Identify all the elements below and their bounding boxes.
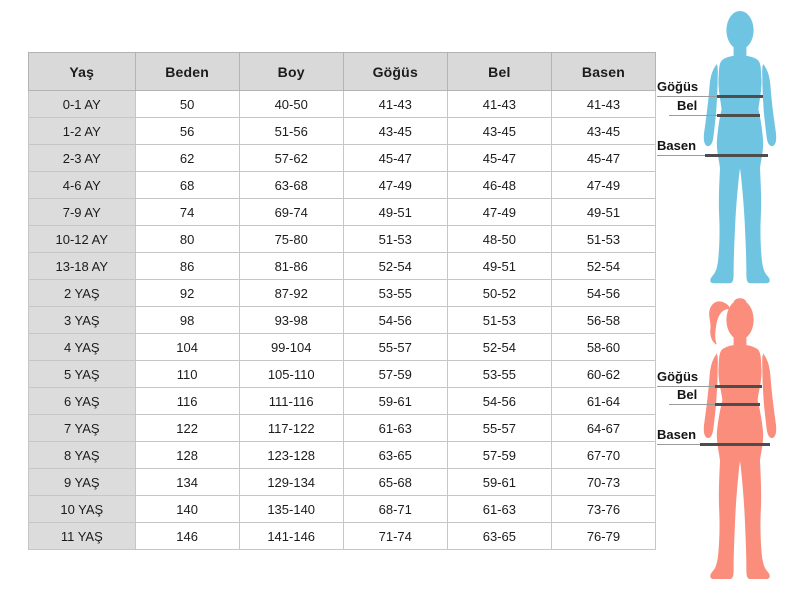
boy-figure — [655, 10, 800, 293]
girl-chest-label: Göğüs — [657, 370, 715, 387]
value-cell: 54-56 — [551, 280, 655, 307]
table-row — [29, 523, 656, 550]
value-cell: 48-50 — [447, 226, 551, 253]
value-cell: 68 — [135, 172, 239, 199]
girl-figure — [655, 295, 800, 593]
value-cell: 43-45 — [551, 118, 655, 145]
boy-waist-measure-line — [717, 114, 760, 117]
value-cell: 57-62 — [239, 145, 343, 172]
value-cell: 43-45 — [343, 118, 447, 145]
table-row — [29, 496, 656, 523]
value-cell: 58-60 — [551, 334, 655, 361]
boy-silhouette-icon — [692, 10, 788, 290]
value-cell: 105-110 — [239, 361, 343, 388]
value-cell: 50-52 — [447, 280, 551, 307]
value-cell: 47-49 — [551, 172, 655, 199]
value-cell: 69-74 — [239, 199, 343, 226]
value-cell: 57-59 — [447, 442, 551, 469]
column-header-height: Boy — [239, 53, 343, 91]
age-cell: 10 YAŞ — [29, 496, 136, 523]
value-cell: 54-56 — [447, 388, 551, 415]
size-table-body — [29, 91, 656, 550]
table-row — [29, 307, 656, 334]
value-cell: 146 — [135, 523, 239, 550]
value-cell: 87-92 — [239, 280, 343, 307]
value-cell: 123-128 — [239, 442, 343, 469]
value-cell: 71-74 — [343, 523, 447, 550]
table-row — [29, 442, 656, 469]
value-cell: 74 — [135, 199, 239, 226]
boy-hip-measure-line — [705, 154, 768, 157]
age-cell: 7-9 AY — [29, 199, 136, 226]
value-cell: 49-51 — [551, 199, 655, 226]
value-cell: 62 — [135, 145, 239, 172]
value-cell: 49-51 — [343, 199, 447, 226]
value-cell: 111-116 — [239, 388, 343, 415]
column-header-age: Yaş — [29, 53, 136, 91]
age-cell: 13-18 AY — [29, 253, 136, 280]
value-cell: 45-47 — [447, 145, 551, 172]
age-cell: 6 YAŞ — [29, 388, 136, 415]
value-cell: 99-104 — [239, 334, 343, 361]
column-header-chest: Göğüs — [343, 53, 447, 91]
value-cell: 73-76 — [551, 496, 655, 523]
value-cell: 41-43 — [447, 91, 551, 118]
value-cell: 53-55 — [343, 280, 447, 307]
table-row — [29, 145, 656, 172]
value-cell: 51-53 — [343, 226, 447, 253]
age-cell: 2-3 AY — [29, 145, 136, 172]
value-cell: 47-49 — [343, 172, 447, 199]
boy-chest-label: Göğüs — [657, 80, 717, 97]
column-header-hip: Basen — [551, 53, 655, 91]
table-row — [29, 253, 656, 280]
value-cell: 81-86 — [239, 253, 343, 280]
header-row — [29, 53, 656, 91]
age-cell: 2 YAŞ — [29, 280, 136, 307]
value-cell: 129-134 — [239, 469, 343, 496]
value-cell: 98 — [135, 307, 239, 334]
value-cell: 41-43 — [343, 91, 447, 118]
value-cell: 70-73 — [551, 469, 655, 496]
girl-waist-measure-line — [715, 403, 760, 406]
table-row — [29, 388, 656, 415]
table-row — [29, 91, 656, 118]
value-cell: 54-56 — [343, 307, 447, 334]
value-cell: 134 — [135, 469, 239, 496]
value-cell: 93-98 — [239, 307, 343, 334]
value-cell: 56-58 — [551, 307, 655, 334]
age-cell: 4 YAŞ — [29, 334, 136, 361]
value-cell: 67-70 — [551, 442, 655, 469]
value-cell: 52-54 — [447, 334, 551, 361]
girl-hip-label: Basen — [657, 428, 700, 445]
girl-hip-measure-line — [700, 443, 770, 446]
table-header — [29, 53, 656, 91]
column-header-waist: Bel — [447, 53, 551, 91]
value-cell: 64-67 — [551, 415, 655, 442]
table-row — [29, 469, 656, 496]
age-cell: 3 YAŞ — [29, 307, 136, 334]
value-cell: 41-43 — [551, 91, 655, 118]
value-cell: 51-56 — [239, 118, 343, 145]
table-row — [29, 172, 656, 199]
value-cell: 80 — [135, 226, 239, 253]
value-cell: 51-53 — [551, 226, 655, 253]
value-cell: 140 — [135, 496, 239, 523]
value-cell: 40-50 — [239, 91, 343, 118]
age-cell: 10-12 AY — [29, 226, 136, 253]
value-cell: 52-54 — [551, 253, 655, 280]
value-cell: 45-47 — [343, 145, 447, 172]
age-cell: 7 YAŞ — [29, 415, 136, 442]
value-cell: 51-53 — [447, 307, 551, 334]
table-row — [29, 226, 656, 253]
age-cell: 9 YAŞ — [29, 469, 136, 496]
value-cell: 59-61 — [447, 469, 551, 496]
age-cell: 4-6 AY — [29, 172, 136, 199]
age-cell: 0-1 AY — [29, 91, 136, 118]
value-cell: 110 — [135, 361, 239, 388]
value-cell: 60-62 — [551, 361, 655, 388]
value-cell: 63-68 — [239, 172, 343, 199]
table-row — [29, 361, 656, 388]
value-cell: 61-64 — [551, 388, 655, 415]
girl-waist-label: Bel — [669, 388, 723, 405]
value-cell: 75-80 — [239, 226, 343, 253]
column-header-size: Beden — [135, 53, 239, 91]
age-cell: 1-2 AY — [29, 118, 136, 145]
girl-silhouette-icon — [692, 298, 788, 586]
boy-chest-measure-line — [717, 95, 763, 98]
value-cell: 55-57 — [343, 334, 447, 361]
value-cell: 46-48 — [447, 172, 551, 199]
age-cell: 8 YAŞ — [29, 442, 136, 469]
boy-waist-label: Bel — [669, 99, 725, 116]
table-row — [29, 280, 656, 307]
value-cell: 63-65 — [343, 442, 447, 469]
boy-hip-label: Basen — [657, 139, 705, 156]
value-cell: 61-63 — [447, 496, 551, 523]
value-cell: 55-57 — [447, 415, 551, 442]
value-cell: 92 — [135, 280, 239, 307]
value-cell: 47-49 — [447, 199, 551, 226]
value-cell: 68-71 — [343, 496, 447, 523]
age-cell: 5 YAŞ — [29, 361, 136, 388]
table-row — [29, 199, 656, 226]
value-cell: 43-45 — [447, 118, 551, 145]
value-cell: 135-140 — [239, 496, 343, 523]
table-row — [29, 118, 656, 145]
value-cell: 61-63 — [343, 415, 447, 442]
table-row — [29, 415, 656, 442]
value-cell: 76-79 — [551, 523, 655, 550]
value-cell: 57-59 — [343, 361, 447, 388]
value-cell: 122 — [135, 415, 239, 442]
value-cell: 49-51 — [447, 253, 551, 280]
age-cell: 11 YAŞ — [29, 523, 136, 550]
value-cell: 65-68 — [343, 469, 447, 496]
value-cell: 52-54 — [343, 253, 447, 280]
value-cell: 45-47 — [551, 145, 655, 172]
value-cell: 128 — [135, 442, 239, 469]
value-cell: 53-55 — [447, 361, 551, 388]
value-cell: 141-146 — [239, 523, 343, 550]
value-cell: 86 — [135, 253, 239, 280]
value-cell: 116 — [135, 388, 239, 415]
size-chart-table — [28, 52, 656, 550]
value-cell: 104 — [135, 334, 239, 361]
value-cell: 50 — [135, 91, 239, 118]
value-cell: 59-61 — [343, 388, 447, 415]
value-cell: 56 — [135, 118, 239, 145]
value-cell: 117-122 — [239, 415, 343, 442]
value-cell: 63-65 — [447, 523, 551, 550]
table-row — [29, 334, 656, 361]
